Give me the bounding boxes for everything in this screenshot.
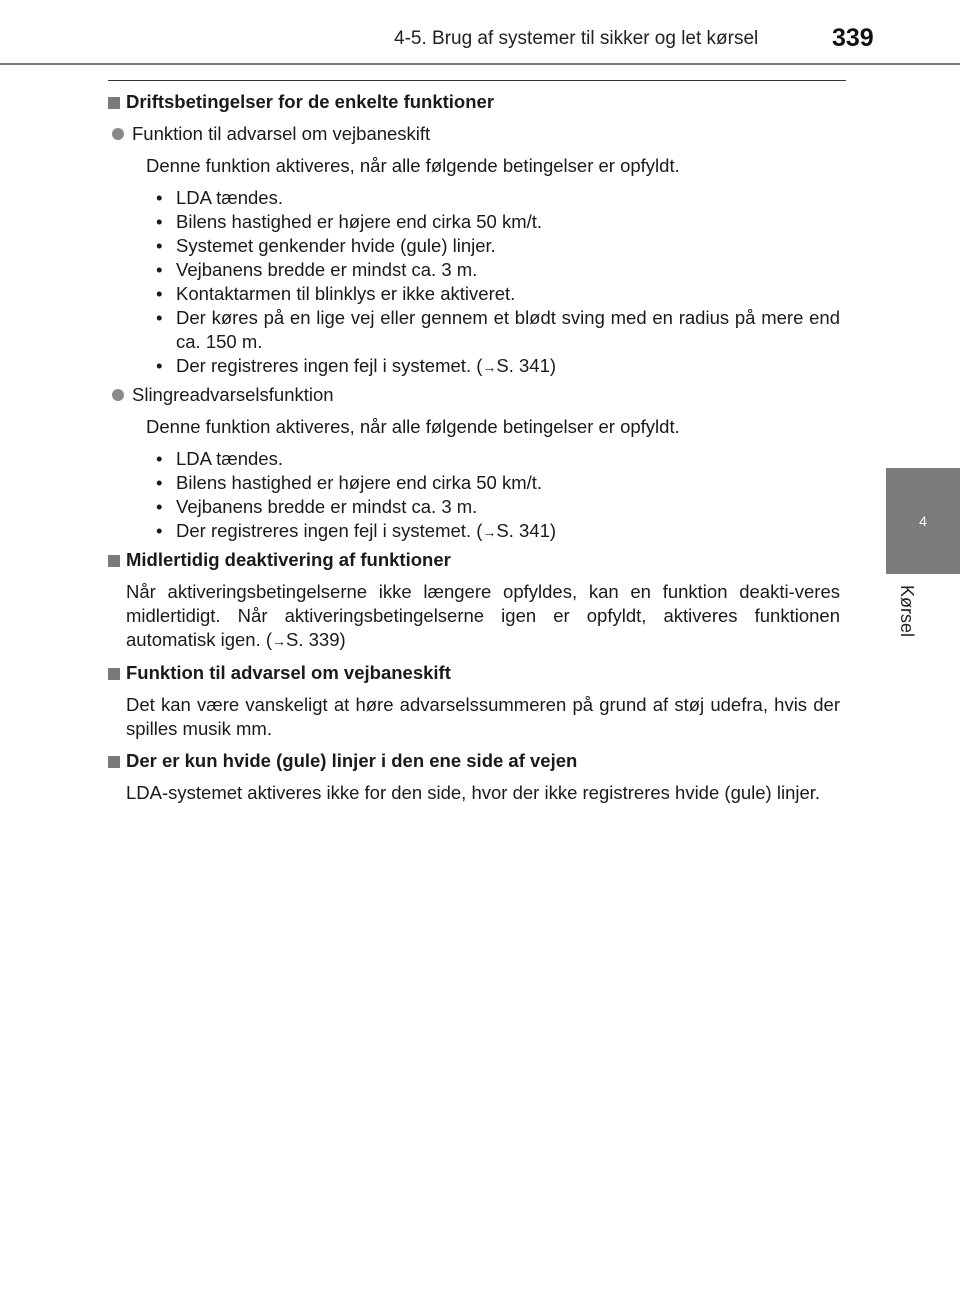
- header-divider: [0, 63, 960, 65]
- square-bullet-icon: [108, 756, 120, 768]
- chapter-number: 4: [919, 513, 927, 529]
- list-item: • Bilens hastighed er højere end cirka 50 km/t.: [156, 471, 840, 495]
- content-divider: [108, 80, 846, 81]
- chapter-label: Kørsel: [897, 585, 917, 638]
- list-item: • Der køres på en lige vej eller gennem et blødt sving med en radius på mere end ca. 150 m.: [156, 306, 840, 354]
- arrow-icon: →: [482, 524, 497, 540]
- page-content: [108, 90, 840, 813]
- list-item: • Der registreres ingen fejl i systemet. (→S. 341): [156, 354, 840, 379]
- subsection-intro: Denne funktion aktiveres, når alle følgende betingelser er opfyldt.: [146, 416, 680, 437]
- condition-list: [156, 447, 840, 544]
- section-heading-text: Der er kun hvide (gule) linjer i den ene side af vejen: [126, 750, 578, 771]
- section-heading: [108, 749, 840, 773]
- list-item: • Der registreres ingen fejl i systemet. (→S. 341): [156, 519, 840, 544]
- list-item: • Systemet genkender hvide (gule) linjer.: [156, 234, 840, 258]
- subsection-heading: [112, 122, 840, 146]
- subsection-heading-text: Slingreadvarselsfunktion: [132, 384, 334, 405]
- circle-bullet-icon: [112, 128, 124, 140]
- page-reference-link[interactable]: S. 341): [496, 355, 557, 376]
- subsection-heading: [112, 383, 840, 407]
- page-reference-link[interactable]: S. 339): [286, 629, 346, 650]
- page-reference-link[interactable]: S. 341): [496, 520, 557, 541]
- subsection-intro: Denne funktion aktiveres, når alle følgende betingelser er opfyldt.: [146, 155, 680, 176]
- list-item: • Vejbanens bredde er mindst ca. 3 m.: [156, 495, 840, 519]
- section-heading-text: Funktion til advarsel om vejbaneskift: [126, 662, 451, 683]
- section-heading-text: Driftsbetingelser for de enkelte funktioner: [126, 91, 495, 112]
- list-item: • LDA tændes.: [156, 186, 840, 210]
- condition-list: [156, 186, 840, 379]
- square-bullet-icon: [108, 668, 120, 680]
- chapter-tab: [886, 468, 960, 574]
- square-bullet-icon: [108, 555, 120, 567]
- section-body: Det kan være vanskeligt at høre advarselssummeren på grund af støj udefra, hvis der spilles musik mm.: [126, 694, 840, 739]
- section-heading: [108, 548, 840, 572]
- running-header: 4-5. Brug af systemer til sikker og let kørsel: [394, 28, 759, 49]
- list-item: • Kontaktarmen til blinklys er ikke aktiveret.: [156, 282, 840, 306]
- circle-bullet-icon: [112, 389, 124, 401]
- section-body: Når aktiveringsbetingelserne ikke længere opfyldes, kan en funktion deakti-veres midlertidigt. Når aktiveringsbetingelserne igen er opfyldt, aktiveres funktionen automatisk igen. (→S. 339): [126, 581, 840, 650]
- square-bullet-icon: [108, 97, 120, 109]
- section-body: LDA-systemet aktiveres ikke for den side, hvor der ikke registreres hvide (gule) linjer.: [126, 782, 821, 803]
- arrow-icon: →: [482, 359, 497, 375]
- arrow-icon: →: [272, 633, 287, 649]
- list-item: • LDA tændes.: [156, 447, 840, 471]
- list-item: • Vejbanens bredde er mindst ca. 3 m.: [156, 258, 840, 282]
- section-heading-text: Midlertidig deaktivering af funktioner: [126, 549, 451, 570]
- list-item: • Bilens hastighed er højere end cirka 50 km/t.: [156, 210, 840, 234]
- section-heading: [108, 90, 840, 114]
- section-heading: [108, 661, 840, 685]
- subsection-heading-text: Funktion til advarsel om vejbaneskift: [132, 123, 431, 144]
- page-number: 339: [832, 24, 874, 52]
